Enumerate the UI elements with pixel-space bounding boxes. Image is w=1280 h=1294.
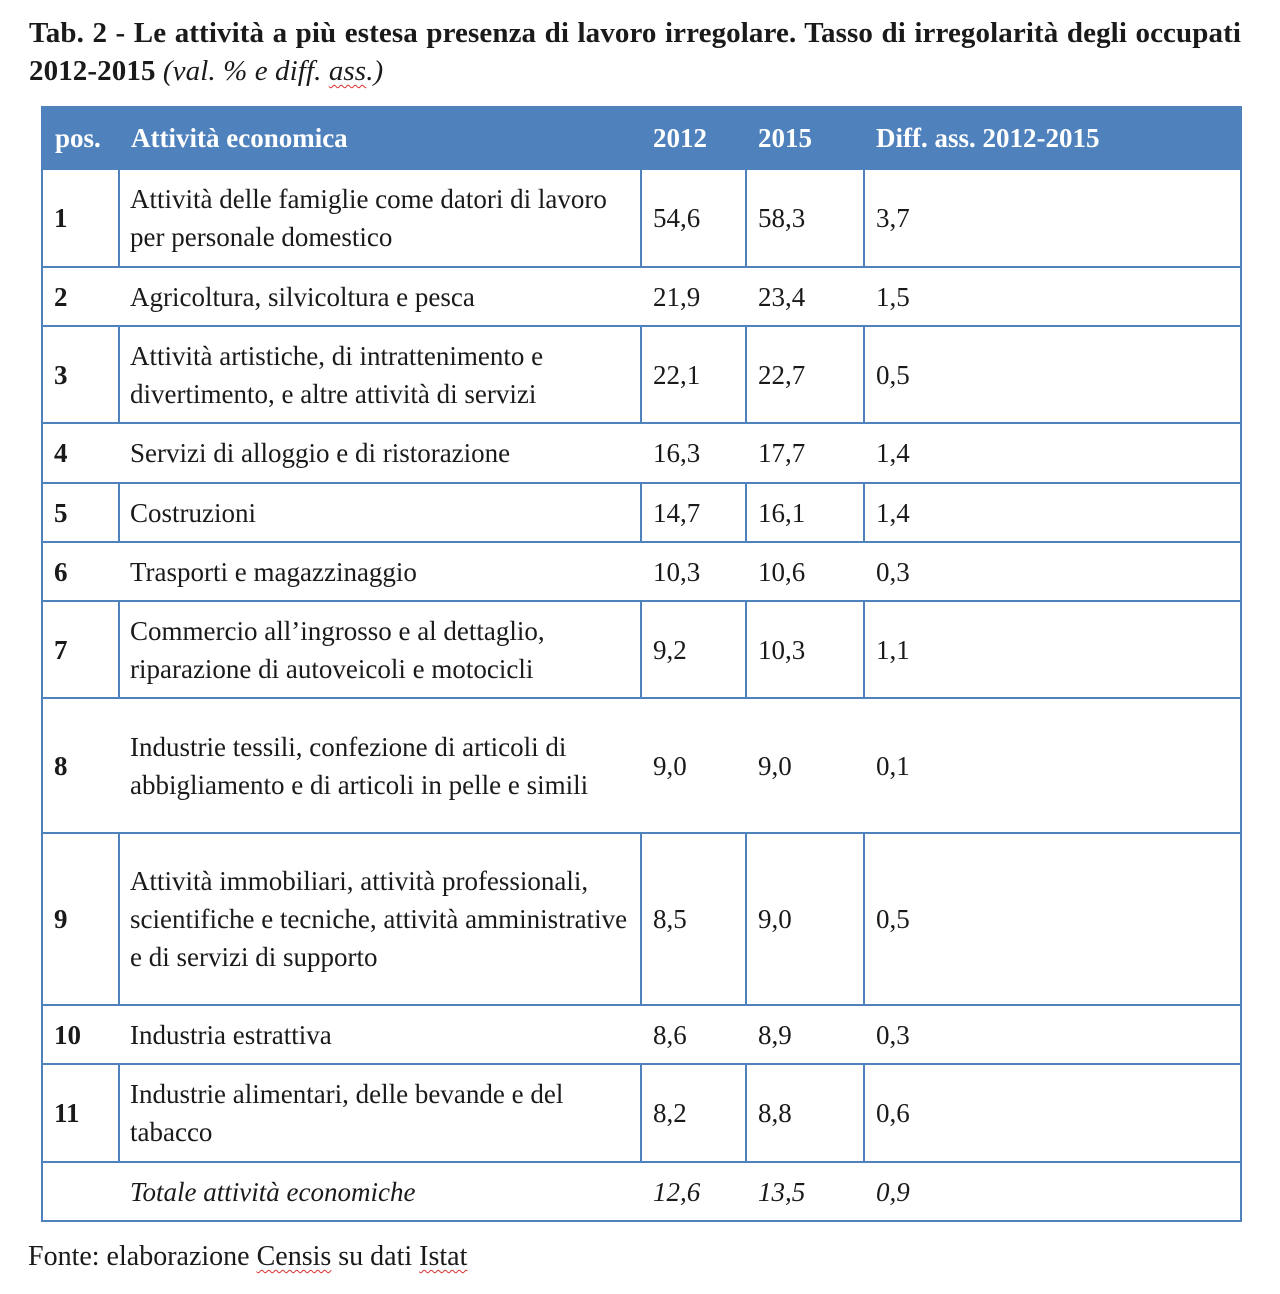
row-2012: 8,5 (641, 833, 746, 1005)
source-note (28, 1240, 467, 1274)
row-2015: 10,3 (746, 601, 864, 698)
row-2015: 8,9 (746, 1005, 864, 1064)
row-activity: Attività immobiliari, attività professionali, scientifiche e tecniche, attività amministrative e di servizi di supporto (119, 833, 641, 1005)
header-activity: Attività economica (119, 107, 641, 169)
row-pos: 4 (42, 423, 119, 483)
row-pos: 3 (42, 326, 119, 423)
table-row (42, 169, 1241, 267)
row-diff: 0,6 (864, 1064, 1241, 1162)
row-2012: 54,6 (641, 169, 746, 267)
table-row (42, 1064, 1241, 1162)
row-2015: 23,4 (746, 267, 864, 326)
row-diff: 0,3 (864, 542, 1241, 601)
data-table (41, 106, 1242, 1222)
row-2015: 58,3 (746, 169, 864, 267)
row-activity: Industrie alimentari, delle bevande e del tabacco (119, 1064, 641, 1162)
total-label: Totale attività economiche (119, 1162, 641, 1221)
row-2012: 22,1 (641, 326, 746, 423)
row-2015: 22,7 (746, 326, 864, 423)
table-title-main: Tab. 2 - Le attività a più estesa presenza di lavoro irregolare. Tasso di irregolarità degli occupati 2012-2015 (29, 17, 1241, 87)
row-diff: 0,5 (864, 833, 1241, 1005)
table-row (42, 483, 1241, 542)
row-diff: 1,1 (864, 601, 1241, 698)
row-activity: Attività delle famiglie come datori di lavoro per personale domestico (119, 169, 641, 267)
source-istat: Istat (419, 1241, 468, 1272)
row-pos: 7 (42, 601, 119, 698)
row-pos: 5 (42, 483, 119, 542)
table-row (42, 326, 1241, 423)
unit-suffix: .) (366, 55, 384, 87)
row-activity: Servizi di alloggio e di ristorazione (119, 423, 641, 483)
row-pos: 9 (42, 833, 119, 1005)
table-row (42, 698, 1241, 833)
row-2015: 9,0 (746, 833, 864, 1005)
table-row (42, 423, 1241, 483)
row-diff: 3,7 (864, 169, 1241, 267)
table-row (42, 267, 1241, 326)
row-diff: 0,5 (864, 326, 1241, 423)
header-2012: 2012 (641, 107, 746, 169)
row-diff: 0,3 (864, 1005, 1241, 1064)
row-2015: 17,7 (746, 423, 864, 483)
row-pos: 11 (42, 1064, 119, 1162)
table-row (42, 542, 1241, 601)
table-row (42, 601, 1241, 698)
row-2015: 10,6 (746, 542, 864, 601)
source-censis: Censis (256, 1241, 332, 1272)
row-diff: 1,5 (864, 267, 1241, 326)
table-title (29, 14, 1241, 90)
row-activity: Industria estrattiva (119, 1005, 641, 1064)
row-pos: 8 (42, 698, 119, 833)
row-pos: 2 (42, 267, 119, 326)
row-diff: 1,4 (864, 423, 1241, 483)
row-2015: 8,8 (746, 1064, 864, 1162)
total-2012: 12,6 (641, 1162, 746, 1221)
total-2015: 13,5 (746, 1162, 864, 1221)
row-activity: Attività artistiche, di intrattenimento e divertimento, e altre attività di servizi (119, 326, 641, 423)
row-2012: 9,2 (641, 601, 746, 698)
table-row (42, 833, 1241, 1005)
row-2012: 8,2 (641, 1064, 746, 1162)
unit-ass-word: ass (328, 55, 367, 87)
unit-prefix: (val. % e diff. (162, 55, 329, 87)
table-row (42, 1005, 1241, 1064)
source-prefix: Fonte: elaborazione (28, 1241, 257, 1272)
row-2015: 16,1 (746, 483, 864, 542)
row-2012: 8,6 (641, 1005, 746, 1064)
total-diff: 0,9 (864, 1162, 1241, 1221)
row-2012: 16,3 (641, 423, 746, 483)
row-diff: 0,1 (864, 698, 1241, 833)
row-2012: 10,3 (641, 542, 746, 601)
row-activity: Industrie tessili, confezione di articoli di abbigliamento e di articoli in pelle e simili (119, 698, 641, 833)
row-pos: 1 (42, 169, 119, 267)
header-row (42, 107, 1241, 169)
row-2012: 14,7 (641, 483, 746, 542)
header-2015: 2015 (746, 107, 864, 169)
table-title-unit (163, 55, 383, 87)
row-activity: Agricoltura, silvicoltura e pesca (119, 267, 641, 326)
row-2012: 21,9 (641, 267, 746, 326)
row-2012: 9,0 (641, 698, 746, 833)
row-pos: 6 (42, 542, 119, 601)
header-pos: pos. (42, 107, 119, 169)
row-diff: 1,4 (864, 483, 1241, 542)
total-row (42, 1162, 1241, 1221)
source-middle: su dati (331, 1241, 420, 1272)
row-activity: Trasporti e magazzinaggio (119, 542, 641, 601)
row-activity: Costruzioni (119, 483, 641, 542)
total-pos (42, 1162, 119, 1221)
header-diff: Diff. ass. 2012-2015 (864, 107, 1241, 169)
row-activity: Commercio all’ingrosso e al dettaglio, riparazione di autoveicoli e motocicli (119, 601, 641, 698)
row-2015: 9,0 (746, 698, 864, 833)
row-pos: 10 (42, 1005, 119, 1064)
